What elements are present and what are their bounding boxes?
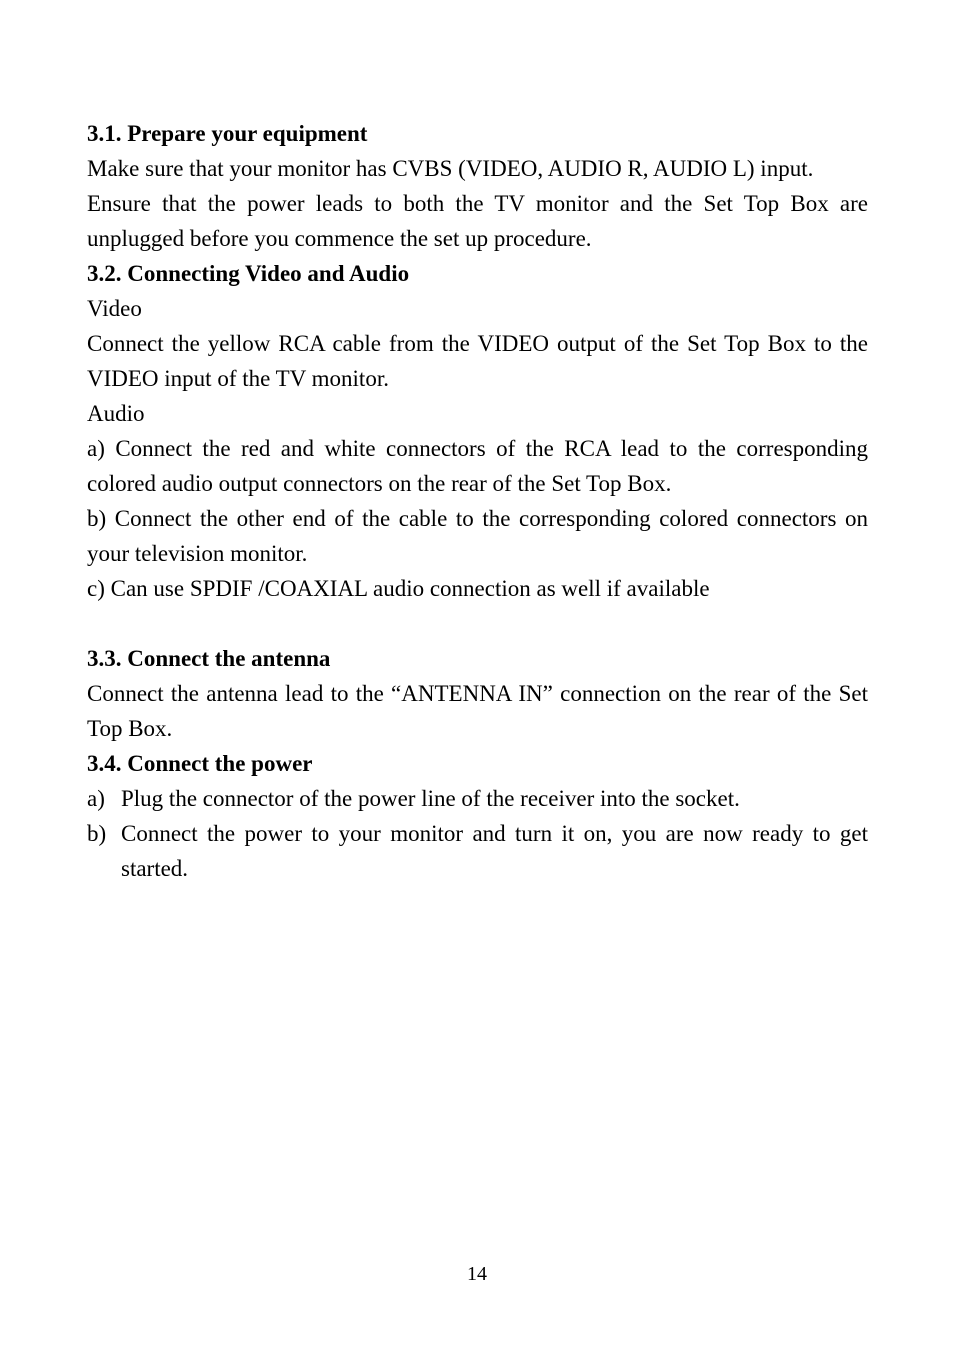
section-heading-connecting-video-audio: 3.2. Connecting Video and Audio: [87, 261, 410, 286]
list-marker: b): [87, 821, 107, 846]
section-heading-connect-power: 3.4. Connect the power: [87, 751, 313, 776]
list-item-text: Plug the connector of the power line of the receiver into the socket.: [121, 786, 740, 811]
subheading-video: Video: [87, 296, 142, 321]
subheading-audio: Audio: [87, 401, 145, 426]
audio-step-a: a) Connect the red and white connectors of the RCA lead to the corresponding colored audio output connectors on the rear of the Set Top Box.: [87, 436, 868, 496]
document-body: [87, 116, 868, 886]
list-marker: a): [87, 786, 105, 811]
blank-line: [87, 606, 868, 641]
section-heading-connect-antenna: 3.3. Connect the antenna: [87, 646, 331, 671]
paragraph-power-leads: Ensure that the power leads to both the TV monitor and the Set Top Box are unplugged before you commence the set up procedure.: [87, 191, 868, 251]
paragraph-video-connection: Connect the yellow RCA cable from the VIDEO output of the Set Top Box to the VIDEO input of the TV monitor.: [87, 331, 868, 391]
audio-step-c: c) Can use SPDIF /COAXIAL audio connection as well if available: [87, 576, 710, 601]
paragraph-cvbs-input: Make sure that your monitor has CVBS (VIDEO, AUDIO R, AUDIO L) input.: [87, 156, 814, 181]
section-heading-prepare-equipment: 3.1. Prepare your equipment: [87, 121, 368, 146]
list-item: [87, 781, 868, 816]
audio-step-b: b) Connect the other end of the cable to the corresponding colored connectors on your television monitor.: [87, 506, 868, 566]
paragraph-antenna: Connect the antenna lead to the “ANTENNA IN” connection on the rear of the Set Top Box.: [87, 681, 868, 741]
list-item-text: Connect the power to your monitor and turn it on, you are now ready to get started.: [121, 821, 868, 881]
page-number: 14: [467, 1263, 487, 1285]
list-item: [87, 816, 868, 886]
